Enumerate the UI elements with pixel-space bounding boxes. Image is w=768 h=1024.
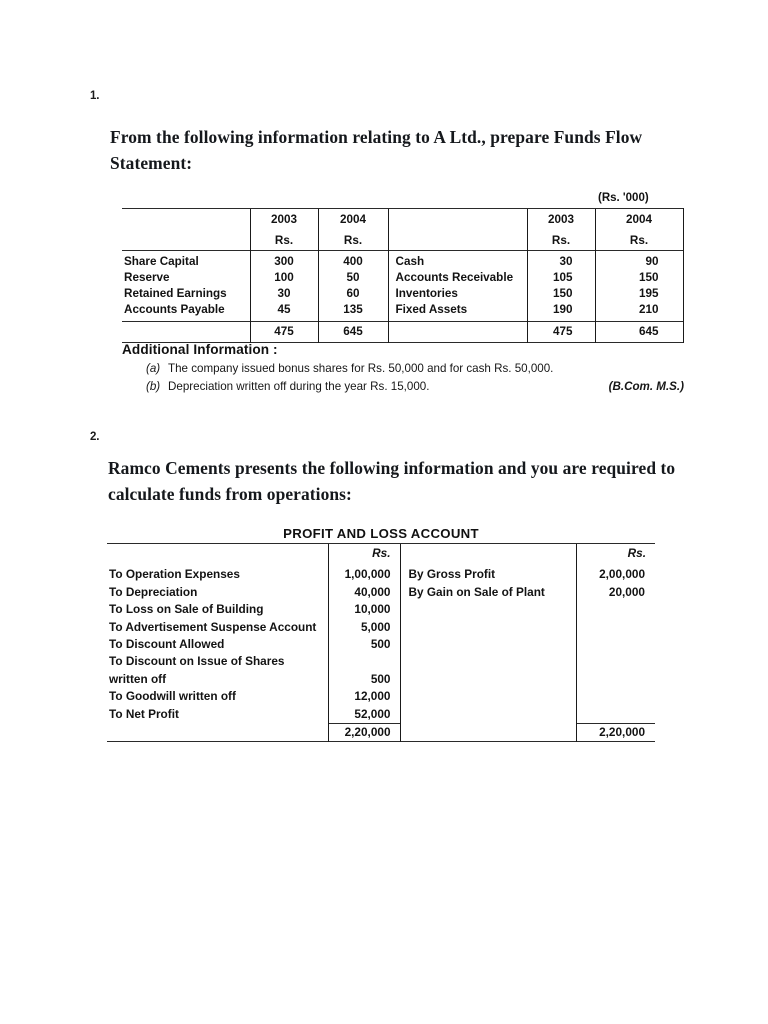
table-header-unit-row — [122, 230, 683, 251]
pl-debit-label: To Loss on Sale of Building — [109, 602, 264, 617]
row-left-2004: 135 — [318, 302, 388, 321]
balance-sheet-table-wrapper — [122, 208, 683, 343]
row-right-2004: 90 — [595, 251, 683, 270]
pl-credit-amount-spacer — [576, 619, 655, 636]
question-heading-1: From the following information relating to A Ltd., prepare Funds Flow Statement: — [110, 127, 643, 173]
row-right-2004: 195 — [595, 286, 683, 302]
row-label-left: Retained Earnings — [124, 286, 227, 300]
row-left-2003: 45 — [250, 302, 318, 321]
pl-debit-amount: 52,000 — [328, 706, 400, 724]
row-label-right: Cash — [388, 251, 527, 270]
pl-credit-spacer — [400, 601, 576, 618]
header-right-2003-unit: Rs. — [527, 230, 595, 251]
pl-totals-credit-amount: 2,20,000 — [576, 724, 655, 742]
pl-row — [107, 601, 655, 618]
profit-and-loss-table-wrapper — [107, 543, 655, 742]
question-number-2: 2. — [90, 431, 100, 443]
header-left-2003: 2003 — [250, 209, 318, 230]
row-left-2003: 30 — [250, 286, 318, 302]
table-row — [122, 251, 683, 270]
row-left-2004: 60 — [318, 286, 388, 302]
pl-credit-spacer — [400, 653, 576, 670]
pl-credit-spacer — [400, 636, 576, 653]
pl-debit-amount: 500 — [328, 636, 400, 653]
totals-label-right — [388, 321, 527, 342]
row-left-2004: 50 — [318, 270, 388, 286]
item-marker-b: (b) — [146, 379, 161, 393]
table-header-row — [122, 209, 683, 230]
pl-header-debit-amount: Rs. — [328, 544, 400, 564]
pl-header-debit-label — [107, 544, 328, 564]
header-right-2003: 2003 — [527, 209, 595, 230]
pl-totals-credit-label — [400, 724, 576, 742]
row-right-2003: 190 — [527, 302, 595, 321]
additional-information-title: Additional Information : — [122, 342, 278, 357]
additional-information-item — [122, 378, 684, 396]
header-left-2003-unit: Rs. — [250, 230, 318, 251]
pl-debit-amount: 1,00,000 — [328, 563, 400, 583]
pl-row — [107, 563, 655, 583]
table-row — [122, 302, 683, 321]
source-attribution: (B.Com. M.S.) — [608, 379, 684, 393]
pl-credit-amount-spacer — [576, 636, 655, 653]
header-left-label-unit — [122, 230, 250, 251]
pl-credit-label: By Gross Profit — [400, 563, 576, 583]
question-number-1: 1. — [90, 90, 100, 102]
pl-credit-spacer — [400, 688, 576, 705]
pl-row — [107, 671, 655, 688]
header-right-2004: 2004 — [595, 209, 683, 230]
pl-credit-amount-spacer — [576, 653, 655, 670]
pl-debit-label: written off — [109, 671, 167, 686]
table-row — [122, 286, 683, 302]
row-label-right: Fixed Assets — [388, 302, 527, 321]
units-note-rupees-thousands: (Rs. '000) — [598, 192, 649, 204]
pl-header-credit-amount: Rs. — [576, 544, 655, 564]
header-left-2004-unit: Rs. — [318, 230, 388, 251]
pl-bottom-rule — [107, 742, 655, 743]
pl-debit-label: To Depreciation — [109, 584, 198, 599]
row-right-2003: 150 — [527, 286, 595, 302]
profit-and-loss-table — [107, 543, 655, 742]
pl-debit-amount: 5,000 — [328, 619, 400, 636]
header-left-label — [122, 209, 250, 230]
additional-information-block — [122, 342, 684, 395]
pl-header-credit-label — [400, 544, 576, 564]
pl-credit-spacer — [400, 619, 576, 636]
totals-left-2004: 645 — [318, 321, 388, 342]
row-label-left: Share Capital — [122, 251, 250, 270]
profit-and-loss-account-title: PROFIT AND LOSS ACCOUNT — [283, 526, 479, 541]
pl-credit-amount-spacer — [576, 671, 655, 688]
pl-debit-amount — [328, 653, 400, 670]
pl-credit-spacer — [400, 671, 576, 688]
pl-row — [107, 619, 655, 636]
item-text-b: Depreciation written off during the year Rs. 15,000. — [168, 379, 430, 393]
pl-debit-label: To Discount on Issue of Shares — [109, 654, 285, 669]
item-text-a: The company issued bonus shares for Rs. 50,000 and for cash Rs. 50,000. — [168, 362, 554, 375]
pl-credit-amount-spacer — [576, 688, 655, 705]
additional-information-item — [122, 360, 684, 378]
question-heading-2: Ramco Cements presents the following information and you are required to calculate funds from operations: — [108, 458, 676, 504]
pl-credit-label: By Gain on Sale of Plant — [400, 584, 576, 601]
totals-label-left — [122, 321, 250, 342]
header-right-2004-unit: Rs. — [595, 230, 683, 251]
pl-credit-amount-spacer — [576, 601, 655, 618]
row-right-2004: 150 — [595, 270, 683, 286]
row-right-2003: 30 — [527, 251, 595, 270]
table-row — [122, 270, 683, 286]
balance-sheet-table — [122, 208, 684, 343]
pl-totals-row — [107, 724, 655, 742]
row-label-right: Accounts Receivable — [388, 270, 527, 286]
pl-credit-spacer — [400, 706, 576, 724]
row-left-2004: 400 — [318, 251, 388, 270]
row-right-2003: 105 — [527, 270, 595, 286]
pl-header-row — [107, 544, 655, 564]
pl-debit-label: To Operation Expenses — [109, 567, 240, 582]
pl-row — [107, 636, 655, 653]
header-right-label — [388, 209, 527, 230]
header-right-label-unit — [388, 230, 527, 251]
pl-row — [107, 584, 655, 601]
row-left-2003: 100 — [250, 270, 318, 286]
pl-debit-label: To Discount Allowed — [109, 637, 225, 652]
pl-debit-amount: 12,000 — [328, 688, 400, 705]
pl-row — [107, 688, 655, 705]
pl-debit-amount: 10,000 — [328, 601, 400, 618]
pl-totals-label — [107, 724, 328, 742]
pl-credit-amount: 20,000 — [576, 584, 655, 601]
pl-debit-amount: 500 — [328, 671, 400, 688]
table-totals-row — [122, 321, 683, 342]
pl-credit-amount-spacer — [576, 706, 655, 724]
totals-right-2003: 475 — [527, 321, 595, 342]
row-right-2004: 210 — [595, 302, 683, 321]
row-label-left: Reserve — [124, 270, 170, 284]
pl-credit-amount: 2,00,000 — [576, 563, 655, 583]
pl-totals-debit-amount: 2,20,000 — [328, 724, 400, 742]
pl-debit-label: To Goodwill written off — [109, 689, 236, 704]
row-left-2003: 300 — [250, 251, 318, 270]
pl-row — [107, 706, 655, 724]
row-label-right: Inventories — [388, 286, 527, 302]
pl-row — [107, 653, 655, 670]
totals-left-2003: 475 — [250, 321, 318, 342]
item-marker-a: (a) — [146, 362, 161, 375]
row-label-left: Accounts Payable — [124, 302, 225, 316]
pl-debit-amount: 40,000 — [328, 584, 400, 601]
pl-debit-label: To Advertisement Suspense Account — [109, 619, 317, 634]
pl-debit-label: To Net Profit — [109, 706, 179, 721]
totals-right-2004: 645 — [595, 321, 683, 342]
header-left-2004: 2004 — [318, 209, 388, 230]
